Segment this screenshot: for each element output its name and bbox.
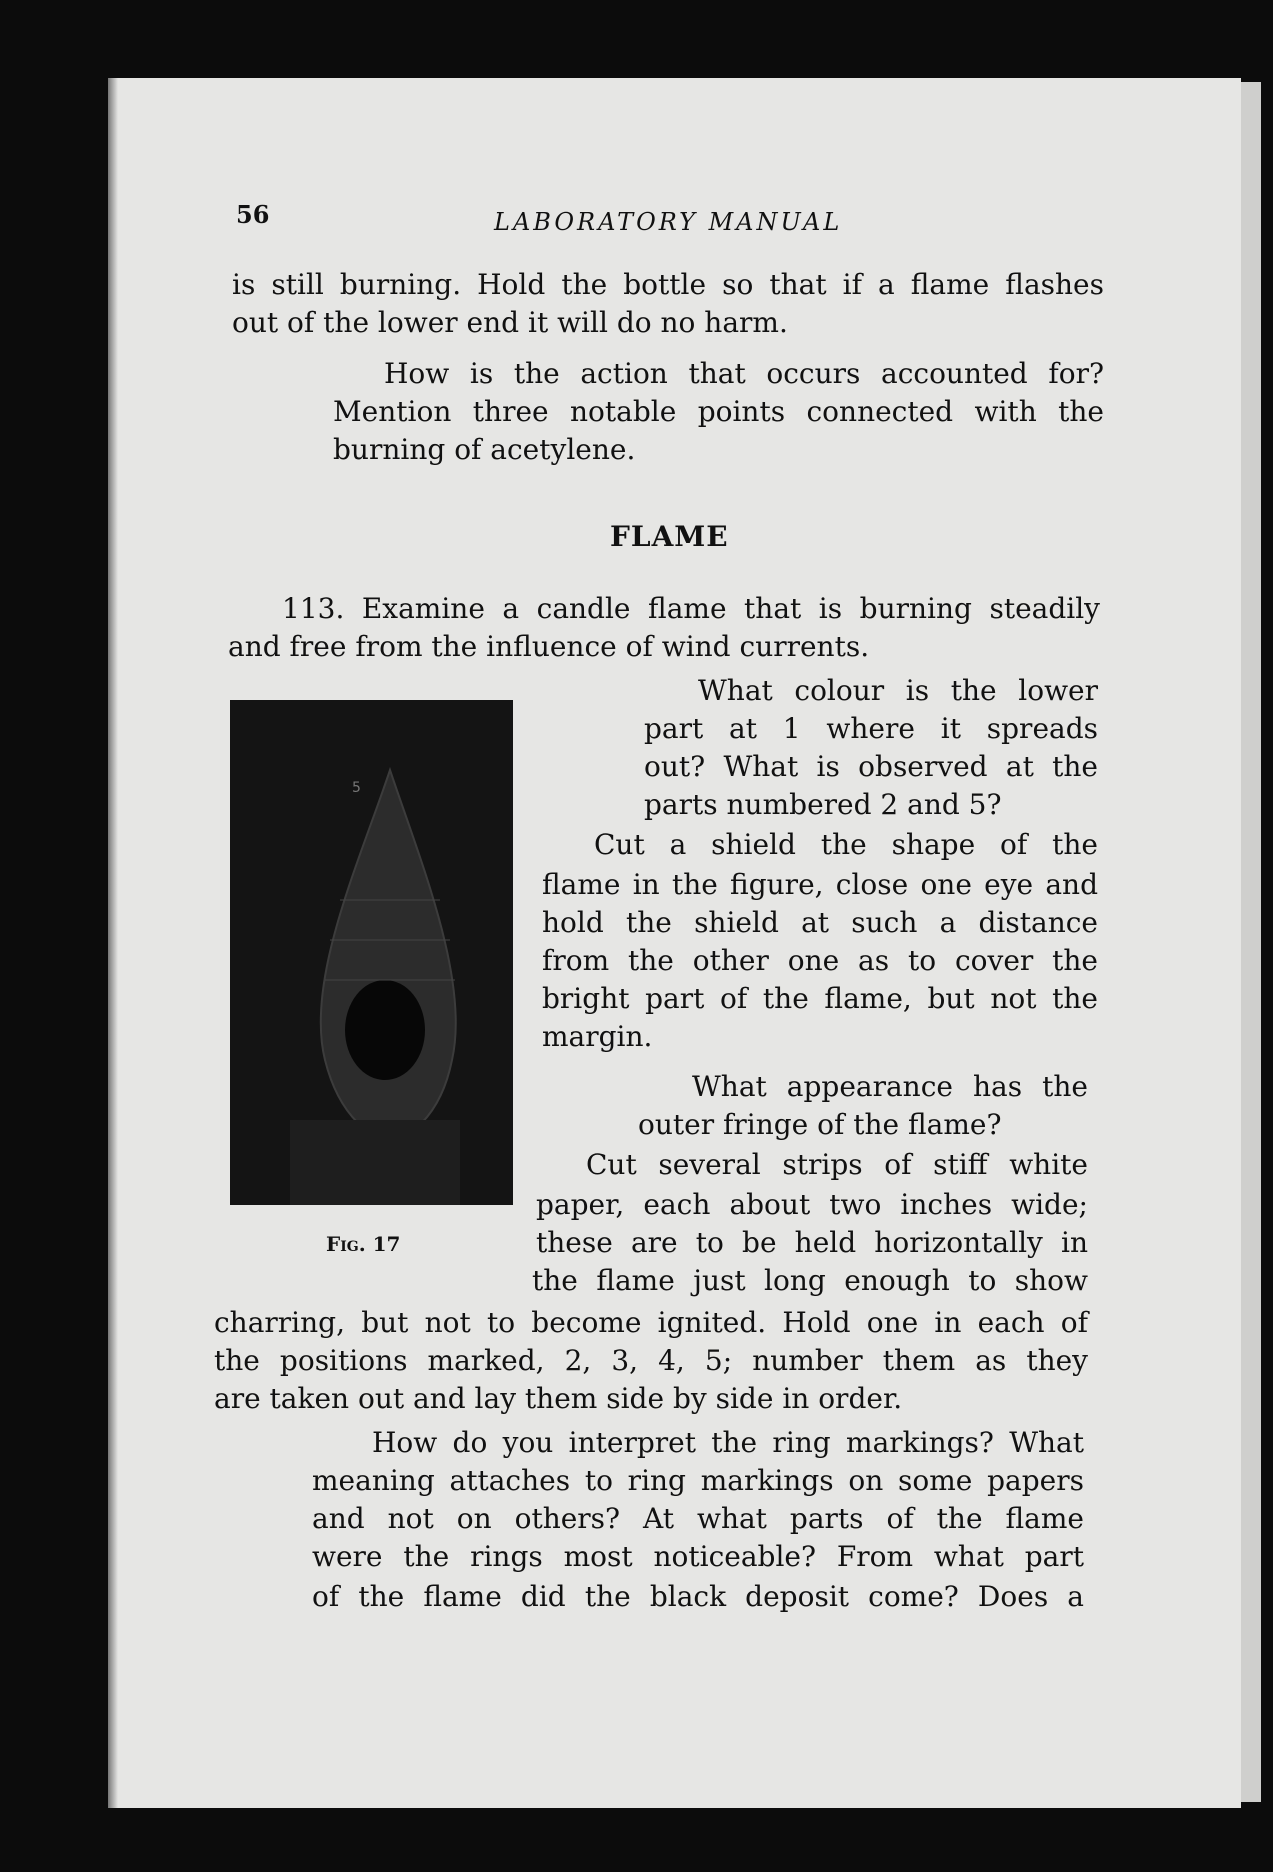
text-line: What appearance has the: [692, 1070, 1088, 1103]
text-line: from the other one as to cover the: [542, 944, 1098, 977]
text-line: the positions marked, 2, 3, 4, 5; number them as they: [214, 1344, 1088, 1377]
text-line: charring, but not to become ignited. Hold one in each of: [214, 1306, 1088, 1339]
facing-page-edge: [1241, 82, 1261, 1802]
text-line: hold the shield at such a distance: [542, 906, 1098, 939]
running-title: LABORATORY MANUAL: [494, 208, 843, 236]
section-heading: FLAME: [610, 520, 729, 553]
flame-illustration: [230, 700, 513, 1205]
text-line: the flame just long enough to show: [532, 1264, 1088, 1297]
text-line: are taken out and lay them side by side in order.: [214, 1382, 903, 1415]
figure-caption: Fig. 17: [326, 1232, 401, 1256]
text-line: Cut several strips of stiff white: [586, 1148, 1088, 1181]
candle-flame-figure: [230, 700, 513, 1205]
text-line: paper, each about two inches wide;: [536, 1188, 1088, 1221]
text-line: parts numbered 2 and 5?: [644, 788, 1002, 821]
text-line: meaning attaches to ring markings on some papers: [312, 1464, 1084, 1497]
text-line: these are to be held horizontally in: [536, 1226, 1088, 1259]
text-line: flame in the figure, close one eye and: [542, 868, 1098, 901]
text-line: outer fringe of the flame?: [638, 1108, 1002, 1141]
text-line: How do you interpret the ring markings? What: [372, 1426, 1084, 1459]
text-line: and not on others? At what parts of the flame: [312, 1502, 1084, 1535]
text-line: Cut a shield the shape of the: [594, 828, 1098, 861]
text-line: bright part of the flame, but not the: [542, 982, 1098, 1015]
text-line: How is the action that occurs accounted for?: [384, 357, 1104, 390]
text-line: of the flame did the black deposit come? Does a: [312, 1580, 1084, 1613]
text-line: and free from the influence of wind currents.: [228, 630, 870, 663]
text-line: Mention three notable points connected with the: [333, 395, 1104, 428]
text-line: burning of acetylene.: [333, 433, 636, 466]
text-line: margin.: [542, 1020, 653, 1053]
spine-shadow: [108, 78, 118, 1808]
page-number: 56: [236, 200, 270, 229]
text-line: out of the lower end it will do no harm.: [232, 306, 788, 339]
text-line: 113. Examine a candle flame that is burning steadily: [282, 592, 1100, 625]
text-line: were the rings most noticeable? From what part: [312, 1540, 1084, 1573]
text-line: part at 1 where it spreads: [644, 712, 1098, 745]
figure-marker: 5: [352, 780, 361, 796]
text-line: is still burning. Hold the bottle so that if a flame flashes: [232, 268, 1104, 301]
text-line: What colour is the lower: [698, 674, 1098, 707]
text-line: out? What is observed at the: [644, 750, 1098, 783]
